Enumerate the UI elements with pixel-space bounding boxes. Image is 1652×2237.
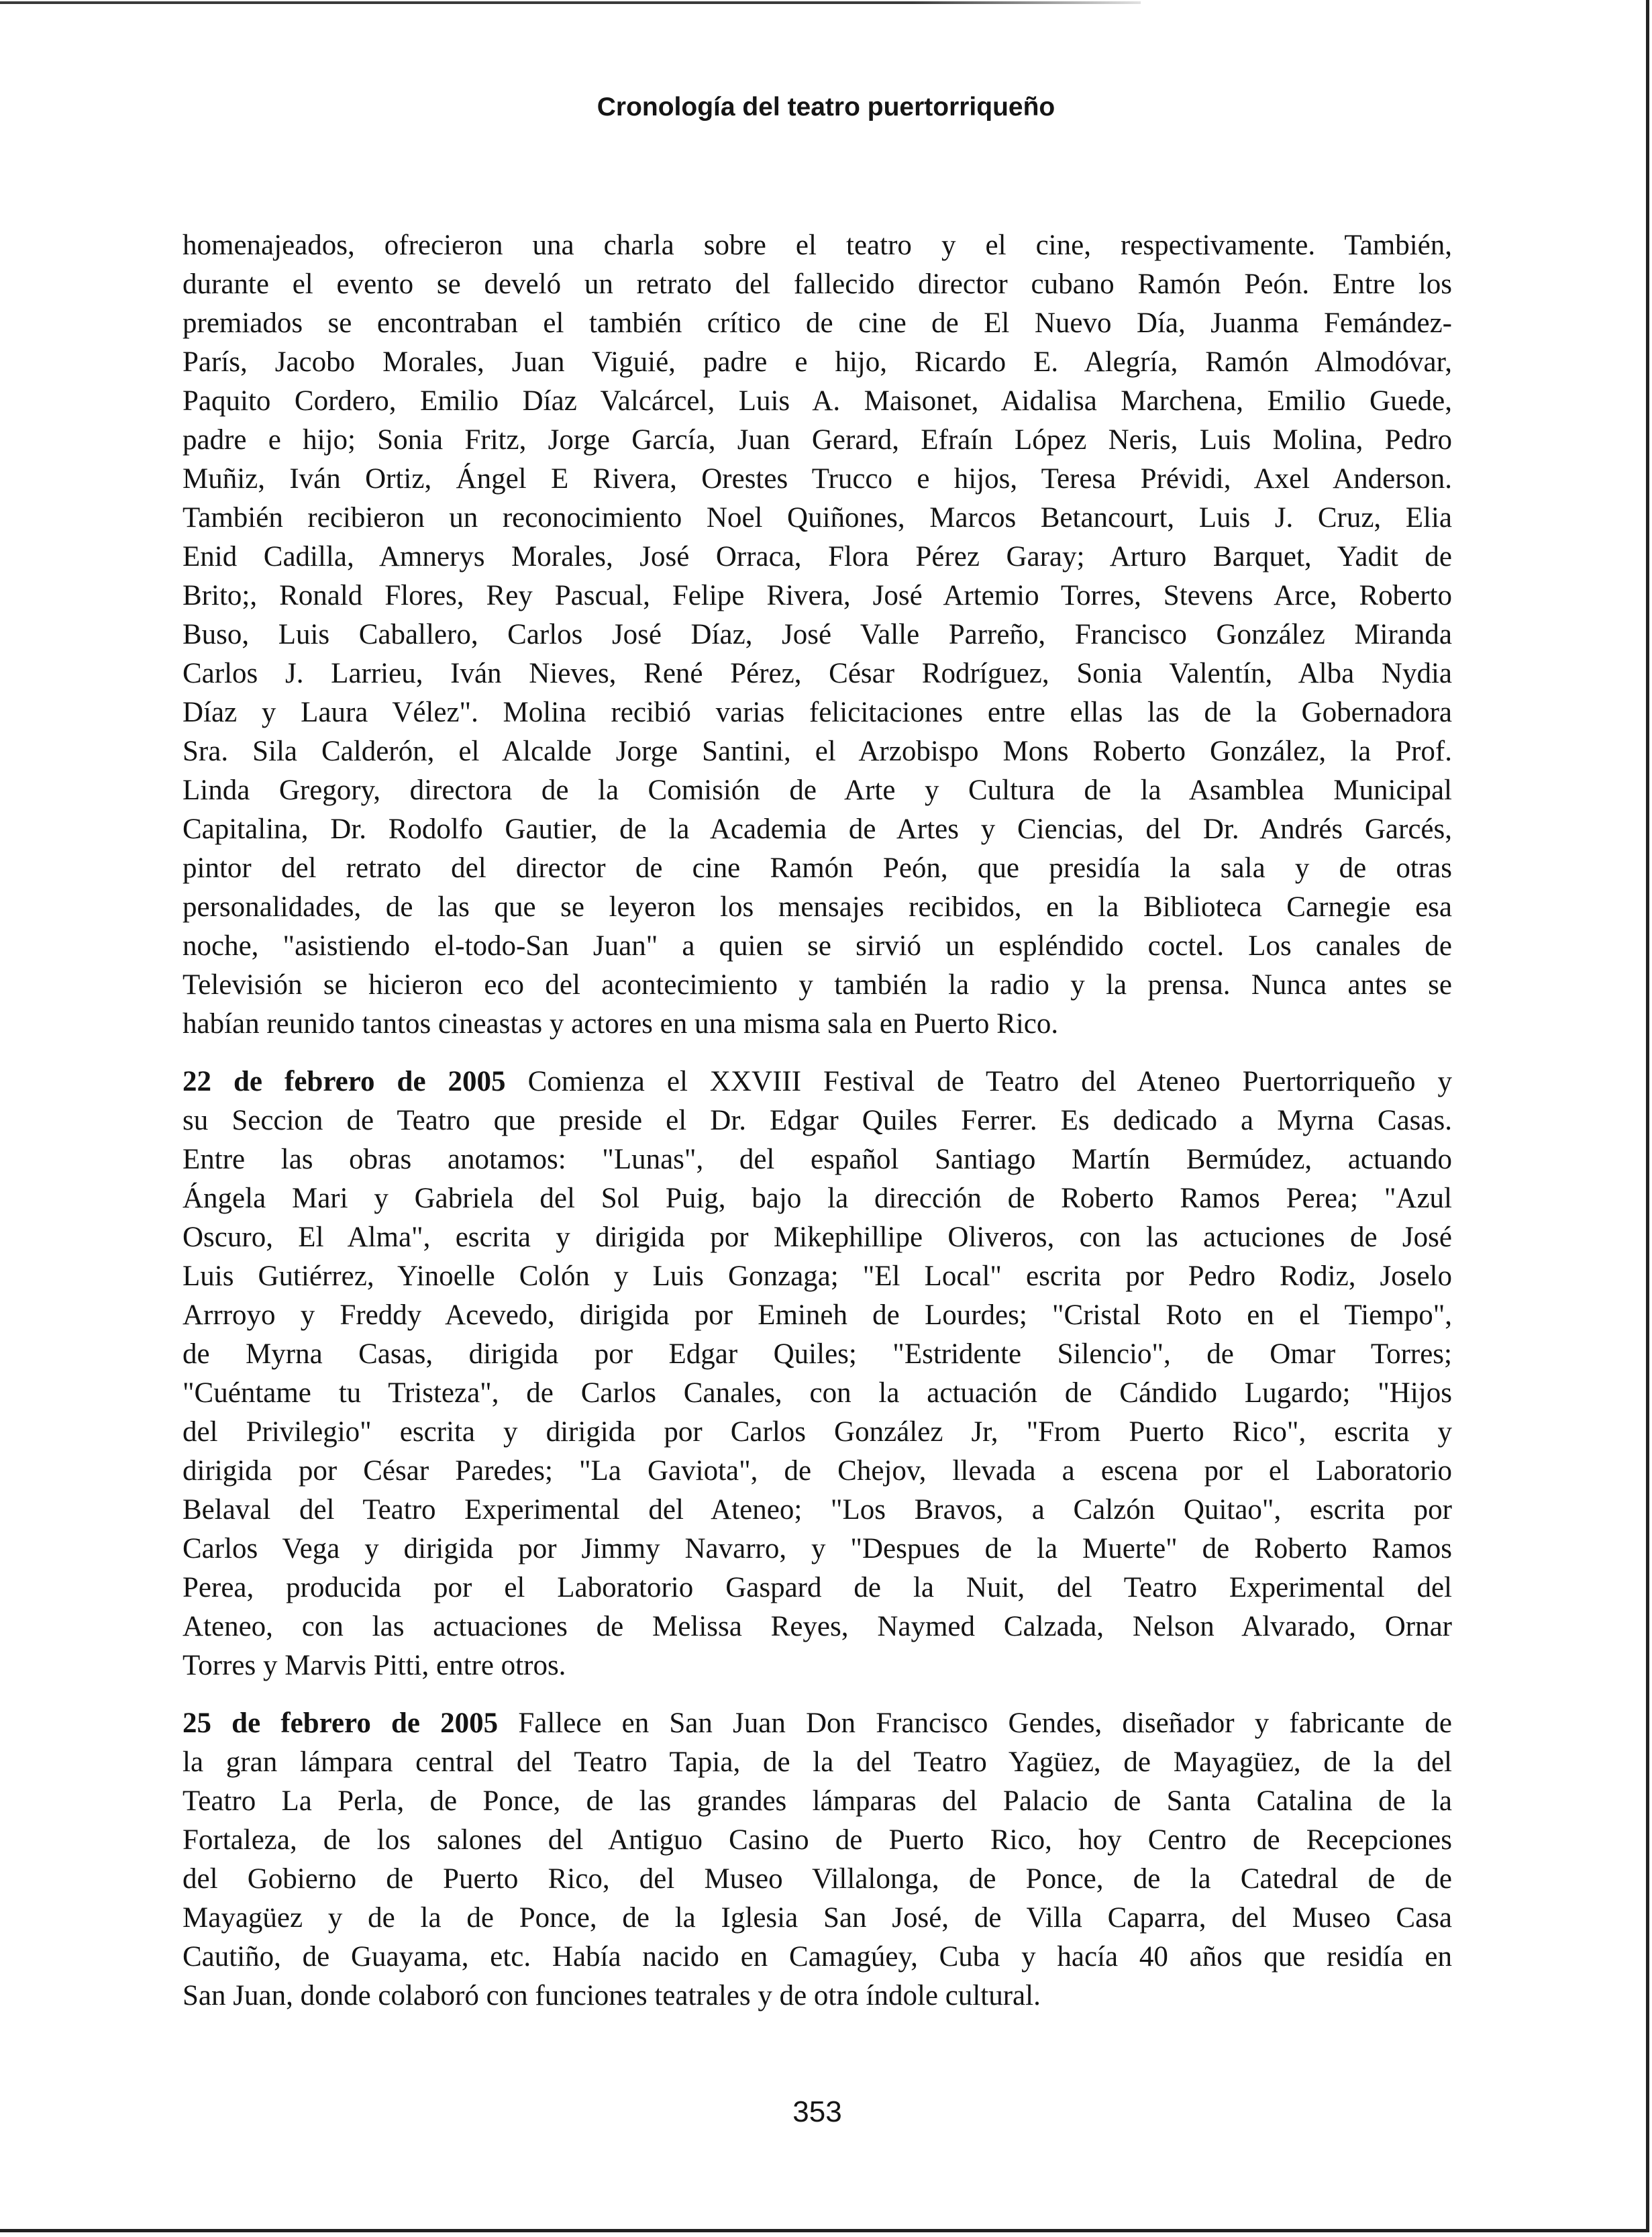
text-line: Perea, producida por el Laboratorio Gaspard de la Nuit, del Teatro Experimental del: [183, 1572, 1452, 1603]
text-line: Linda Gregory, directora de la Comisión de Arte y Cultura de la Asamblea Municipal: [183, 775, 1452, 806]
text-line: Torres y Marvis Pitti, entre otros.: [183, 1650, 566, 1681]
text-line: premiados se encontraban el también crítico de cine de El Nuevo Día, Juanma Femández-: [183, 307, 1452, 339]
text-line: Oscuro, El Alma", escrita y dirigida por Mikephillipe Oliveros, con las actuciones de José: [183, 1222, 1452, 1253]
text-line: padre e hijo; Sonia Fritz, Jorge García, Juan Gerard, Efraín López Neris, Luis Molina, Pedro: [183, 424, 1452, 456]
text-line: su Seccion de Teatro que preside el Dr. Edgar Quiles Ferrer. Es dedicado a Myrna Casas.: [183, 1105, 1452, 1136]
text-line: [183, 1704, 1452, 1743]
text-line: Arrroyo y Freddy Acevedo, dirigida por Emineh de Lourdes; "Cristal Roto en el Tiempo",: [183, 1299, 1452, 1331]
text-line: Teatro La Perla, de Ponce, de las grandes lámparas del Palacio de Santa Catalina de la: [183, 1785, 1452, 1817]
text-line-rest: Fallece en San Juan Don Francisco Gendes, diseñador y fabricante de: [518, 1707, 1452, 1739]
text-line: pintor del retrato del director de cine Ramón Peón, que presidía la sala y de otras: [183, 852, 1452, 884]
entry-date: 25 de febrero de 2005: [183, 1707, 499, 1739]
text-line-rest: Comienza el XXVIII Festival de Teatro del Ateneo Puertorriqueño y: [527, 1066, 1452, 1097]
text-line: Muñiz, Iván Ortiz, Ángel E Rivera, Orestes Trucco e hijos, Teresa Prévidi, Axel Anderson.: [183, 463, 1452, 495]
text-line: Televisión se hicieron eco del acontecimiento y también la radio y la prensa. Nunca antes se: [183, 969, 1452, 1001]
text-line: del Privilegio" escrita y dirigida por Carlos González Jr, "From Puerto Rico", escrita y: [183, 1416, 1452, 1448]
text-line: Brito;, Ronald Flores, Rey Pascual, Felipe Rivera, José Artemio Torres, Stevens Arce, Roberto: [183, 580, 1452, 611]
text-line: "Cuéntame tu Tristeza", de Carlos Canales, con la actuación de Cándido Lugardo; "Hijos: [183, 1377, 1452, 1409]
text-line: Carlos Vega y dirigida por Jimmy Navarro, y "Despues de la Muerte" de Roberto Ramos: [183, 1533, 1452, 1564]
scan-border-bottom: [0, 2229, 1649, 2232]
text-line: París, Jacobo Morales, Juan Viguié, padre e hijo, Ricardo E. Alegría, Ramón Almodóvar,: [183, 346, 1452, 378]
text-line: homenajeados, ofrecieron una charla sobre el teatro y el cine, respectivamente. También,: [183, 230, 1452, 261]
text-line: del Gobierno de Puerto Rico, del Museo Villalonga, de Ponce, de la Catedral de de: [183, 1863, 1452, 1895]
text-line: personalidades, de las que se leyeron los mensajes recibidos, en la Biblioteca Carnegie esa: [183, 891, 1452, 923]
text-line: de Myrna Casas, dirigida por Edgar Quiles; "Estridente Silencio", de Omar Torres;: [183, 1338, 1452, 1370]
text-line: Carlos J. Larrieu, Iván Nieves, René Pérez, César Rodríguez, Sonia Valentín, Alba Nydia: [183, 658, 1452, 689]
text-line: San Juan, donde colaboró con funciones teatrales y de otra índole cultural.: [183, 1980, 1041, 2011]
text-line: dirigida por César Paredes; "La Gaviota", de Chejov, llevada a escena por el Laboratorio: [183, 1455, 1452, 1487]
text-line: Fortaleza, de los salones del Antiguo Casino de Puerto Rico, hoy Centro de Recepciones: [183, 1824, 1452, 1856]
text-line: habían reunido tantos cineastas y actores en una misma sala en Puerto Rico.: [183, 1008, 1059, 1040]
text-line: la gran lámpara central del Teatro Tapia, de la del Teatro Yagüez, de Mayagüez, de la del: [183, 1746, 1452, 1778]
running-header-title: Cronología del teatro puertorriqueño: [597, 93, 1055, 121]
text-line: Luis Gutiérrez, Yinoelle Colón y Luis Gonzaga; "El Local" escrita por Pedro Rodiz, Joselo: [183, 1260, 1452, 1292]
text-line: durante el evento se develó un retrato del fallecido director cubano Ramón Peón. Entre los: [183, 268, 1452, 300]
text-line: Díaz y Laura Vélez". Molina recibió varias felicitaciones entre ellas las de la Gobernadora: [183, 697, 1452, 728]
text-line: Enid Cadilla, Amnerys Morales, José Orraca, Flora Pérez Garay; Arturo Barquet, Yadit de: [183, 541, 1452, 573]
entry-date: 22 de febrero de 2005: [183, 1066, 506, 1097]
text-line: Mayagüez y de la de Ponce, de la Iglesia San José, de Villa Caparra, del Museo Casa: [183, 1902, 1452, 1934]
paragraph: [183, 1062, 1452, 1685]
scan-border-top: [0, 1, 1141, 4]
paragraph: [183, 1704, 1452, 2016]
page-number: 353: [792, 2095, 842, 2128]
text-line: Capitalina, Dr. Rodolfo Gautier, de la Academia de Artes y Ciencias, del Dr. Andrés Garcés,: [183, 813, 1452, 845]
text-line: Buso, Luis Caballero, Carlos José Díaz, José Valle Parreño, Francisco González Miranda: [183, 619, 1452, 650]
text-line: noche, "asistiendo el-todo-San Juan" a quien se sirvió un espléndido coctel. Los canales de: [183, 930, 1452, 962]
text-line: Belaval del Teatro Experimental del Ateneo; "Los Bravos, a Calzón Quitao", escrita por: [183, 1494, 1452, 1526]
scan-border-right: [1646, 0, 1649, 2232]
paragraph: [183, 226, 1452, 1044]
text-line: Cautiño, de Guayama, etc. Había nacido en Camagúey, Cuba y hacía 40 años que residía en: [183, 1941, 1452, 1973]
text-line: También recibieron un reconocimiento Noel Quiñones, Marcos Betancourt, Luis J. Cruz, Elia: [183, 502, 1452, 534]
page-body: [183, 226, 1452, 2034]
text-line: [183, 1062, 1452, 1101]
text-line: Ángela Mari y Gabriela del Sol Puig, bajo la dirección de Roberto Ramos Perea; "Azul: [183, 1183, 1452, 1214]
text-line: Ateneo, con las actuaciones de Melissa Reyes, Naymed Calzada, Nelson Alvarado, Ornar: [183, 1611, 1452, 1642]
text-line: Paquito Cordero, Emilio Díaz Valcárcel, Luis A. Maisonet, Aidalisa Marchena, Emilio Guede,: [183, 385, 1452, 417]
text-line: Entre las obras anotamos: "Lunas", del español Santiago Martín Bermúdez, actuando: [183, 1144, 1452, 1175]
text-line: Sra. Sila Calderón, el Alcalde Jorge Santini, el Arzobispo Mons Roberto González, la Prof.: [183, 736, 1452, 767]
